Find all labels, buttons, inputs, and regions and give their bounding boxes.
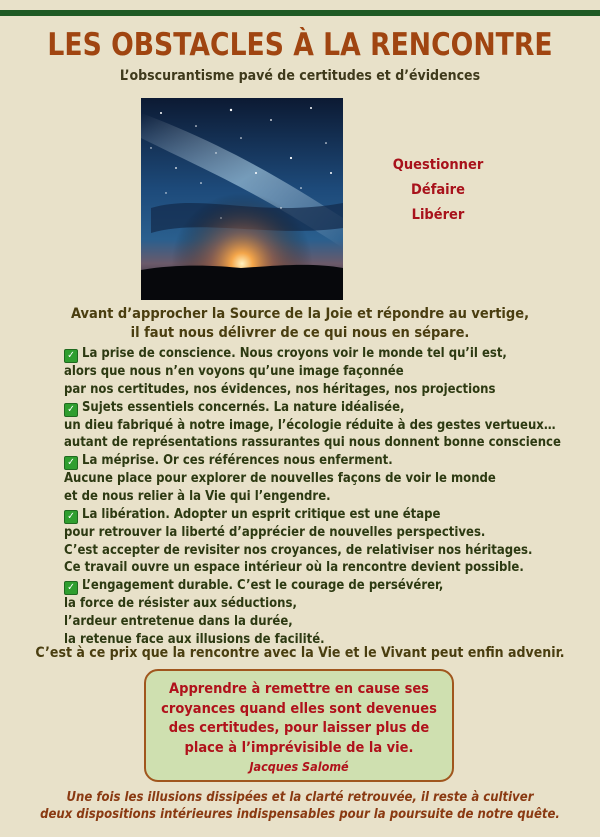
body-line — [64, 488, 584, 506]
footer-line-1: Une fois les illusions dissipées et la clarté retrouvée, il reste à cultiver — [66, 790, 534, 805]
body-line — [64, 399, 584, 417]
body-line-text: alors que nous n’en voyons qu’une image façonnée — [64, 364, 404, 379]
body-line — [64, 542, 584, 560]
quote-author: Jacques Salomé — [249, 759, 349, 774]
body-line — [64, 363, 584, 381]
verb-list — [383, 153, 493, 228]
quote-box — [144, 669, 454, 782]
checkmark-icon: ✓ — [64, 510, 78, 524]
footer-text — [0, 789, 600, 823]
checkmark-icon: ✓ — [64, 456, 78, 470]
page-subtitle: L’obscurantisme pavé de certitudes et d’évidences — [119, 68, 481, 84]
intro-paragraph — [30, 305, 570, 343]
body-line — [64, 506, 584, 524]
body-line-text: L’engagement durable. C’est le courage de persévérer, — [82, 578, 444, 594]
checkmark-icon: ✓ — [64, 581, 78, 595]
verb-questionner: Questionner — [392, 157, 484, 173]
checkmark-icon: ✓ — [64, 349, 78, 363]
verb-defaire: Défaire — [411, 182, 465, 198]
body-line — [64, 381, 584, 399]
quote-line: croyances quand elles sont devenues — [161, 700, 437, 717]
quote-line: place à l’imprévisible de la vie. — [184, 739, 414, 756]
body-line-text: Sujets essentiels concernés. La nature idéalisée, — [82, 399, 405, 415]
body-line-text: pour retrouver la liberté d’apprécier de nouvelles perspectives. — [64, 524, 486, 540]
body-line — [64, 524, 584, 542]
night-sky-image — [141, 98, 343, 300]
body-line-text: La libération. Adopter un esprit critique est une étape — [82, 506, 441, 522]
closing-line: C’est à ce prix que la rencontre avec la Vie et le Vivant peut enfin advenir. — [35, 645, 565, 661]
body-line-text: la force de résister aux séductions, — [64, 596, 297, 612]
body-line — [64, 577, 584, 595]
body-line-text: C’est accepter de revisiter nos croyances, de relativiser nos héritages. — [64, 542, 533, 558]
body-line-text: La prise de conscience. Nous croyons voir le monde tel qu’il est, — [82, 346, 507, 361]
intro-line-1: Avant d’approcher la Source de la Joie et répondre au vertige, — [70, 306, 530, 322]
body-line-text: la retenue face aux illusions de facilité. — [64, 631, 325, 647]
body-line — [64, 613, 584, 631]
intro-line-2: il faut nous délivrer de ce qui nous en sépare. — [130, 325, 470, 341]
body-line-text: autant de représentations rassurantes qui nous donnent bonne conscience — [64, 435, 561, 451]
body-line-text: et de nous relier à la Vie qui l’engendre. — [64, 488, 331, 504]
quote-text — [146, 680, 452, 758]
top-rule — [0, 10, 600, 16]
body-line — [64, 470, 584, 488]
body-line-text: un dieu fabriqué à notre image, l’écologie réduite à des gestes vertueux… — [64, 417, 556, 433]
body-line — [64, 434, 584, 452]
body-line — [64, 345, 584, 363]
quote-line: des certitudes, pour laisser plus de — [168, 720, 430, 736]
verb-liberer: Libérer — [411, 207, 465, 223]
body-line-text: Aucune place pour explorer de nouvelles façons de voir le monde — [64, 471, 496, 487]
body-line-text: par nos certitudes, nos évidences, nos héritages, nos projections — [64, 381, 496, 397]
quote-line: Apprendre à remettre en cause ses — [169, 681, 429, 697]
body-line-text: Ce travail ouvre un espace intérieur où la rencontre devient possible. — [64, 560, 524, 576]
body-line-text: l’ardeur entretenue dans la durée, — [64, 613, 293, 629]
body-line-text: La méprise. Or ces références nous enferment. — [82, 453, 393, 469]
body-text — [64, 345, 584, 649]
body-line — [64, 595, 584, 613]
page-title: LES OBSTACLES À LA RENCONTRE — [47, 27, 553, 63]
checkmark-icon: ✓ — [64, 403, 78, 417]
body-line — [64, 559, 584, 577]
footer-line-2: deux dispositions intérieures indispensables pour la poursuite de notre quête. — [40, 807, 560, 822]
body-line — [64, 417, 584, 435]
body-line — [64, 452, 584, 470]
